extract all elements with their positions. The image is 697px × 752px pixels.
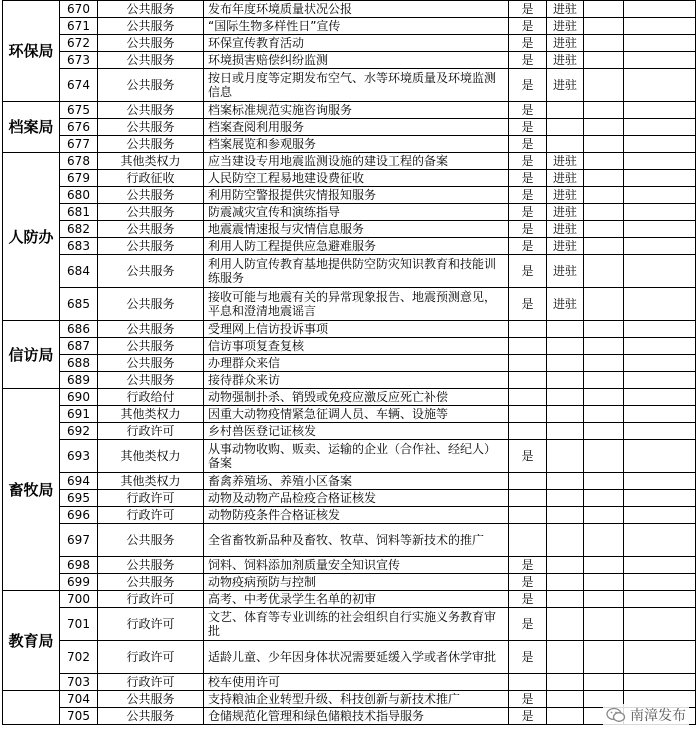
item-name: “国际生物多样性日”宣传: [204, 18, 509, 35]
table-row: [3, 170, 696, 187]
empty-cell: [624, 591, 696, 608]
item-name: 档案展览和参观服务: [204, 136, 509, 153]
table-row: [3, 238, 696, 255]
table-row: [3, 1, 696, 18]
empty-cell: [624, 153, 696, 170]
empty-cell: [584, 507, 624, 524]
item-flag: 是: [509, 708, 547, 725]
empty-cell: [624, 490, 696, 507]
empty-cell: [624, 406, 696, 423]
item-status: 进驻: [547, 187, 584, 204]
table-row: [3, 204, 696, 221]
item-number: 676: [60, 119, 98, 136]
item-status: [547, 490, 584, 507]
item-number: 693: [60, 440, 98, 473]
empty-cell: [584, 255, 624, 288]
item-flag: 是: [509, 52, 547, 69]
item-status: [547, 473, 584, 490]
item-flag: 是: [509, 1, 547, 18]
item-category: 公共服务: [98, 288, 204, 321]
empty-cell: [584, 524, 624, 557]
table-row: [3, 389, 696, 406]
empty-cell: [624, 524, 696, 557]
item-number: 680: [60, 187, 98, 204]
table-row: [3, 18, 696, 35]
item-category: 公共服务: [98, 338, 204, 355]
item-name: 环保宣传教育活动: [204, 35, 509, 52]
department-cell: 信访局: [3, 321, 60, 389]
empty-cell: [584, 440, 624, 473]
empty-cell: [584, 473, 624, 490]
item-category: 公共服务: [98, 35, 204, 52]
item-flag: [509, 423, 547, 440]
item-category: 公共服务: [98, 69, 204, 102]
empty-cell: [584, 153, 624, 170]
item-category: 行政许可: [98, 608, 204, 641]
item-status: [547, 355, 584, 372]
item-flag: [509, 372, 547, 389]
item-category: 公共服务: [98, 119, 204, 136]
table-row: [3, 440, 696, 473]
item-status: [547, 389, 584, 406]
item-flag: 是: [509, 238, 547, 255]
item-number: 699: [60, 574, 98, 591]
item-number: 703: [60, 674, 98, 691]
item-category: 行政许可: [98, 591, 204, 608]
item-name: 应当建设专用地震监测设施的建设工程的备案: [204, 153, 509, 170]
item-flag: 是: [509, 221, 547, 238]
item-number: 672: [60, 35, 98, 52]
empty-cell: [584, 355, 624, 372]
table-row: [3, 187, 696, 204]
item-category: 行政许可: [98, 507, 204, 524]
empty-cell: [624, 355, 696, 372]
item-category: 行政给付: [98, 389, 204, 406]
table-row: [3, 608, 696, 641]
item-category: 其他类权力: [98, 406, 204, 423]
table-row: [3, 674, 696, 691]
watermark: [603, 704, 689, 726]
item-category: 公共服务: [98, 574, 204, 591]
empty-cell: [584, 136, 624, 153]
empty-cell: [584, 574, 624, 591]
item-number: 695: [60, 490, 98, 507]
item-name: 人民防空工程易地建设费征收: [204, 170, 509, 187]
empty-cell: [624, 473, 696, 490]
item-flag: 是: [509, 608, 547, 641]
item-number: 696: [60, 507, 98, 524]
table-row: [3, 153, 696, 170]
department-cell: [3, 691, 60, 725]
item-number: 687: [60, 338, 98, 355]
table-row: [3, 574, 696, 591]
item-category: 公共服务: [98, 1, 204, 18]
empty-cell: [624, 204, 696, 221]
item-number: 689: [60, 372, 98, 389]
item-status: 进驻: [547, 170, 584, 187]
table-row: [3, 507, 696, 524]
empty-cell: [584, 321, 624, 338]
empty-cell: [584, 338, 624, 355]
item-category: 公共服务: [98, 102, 204, 119]
empty-cell: [584, 69, 624, 102]
item-name: 因重大动物疫情紧急征调人员、车辆、设施等: [204, 406, 509, 423]
empty-cell: [584, 187, 624, 204]
item-category: 公共服务: [98, 221, 204, 238]
item-number: 673: [60, 52, 98, 69]
empty-cell: [624, 674, 696, 691]
item-number: 679: [60, 170, 98, 187]
empty-cell: [584, 288, 624, 321]
item-flag: 是: [509, 574, 547, 591]
item-name: 利用人防工程提供应急避难服务: [204, 238, 509, 255]
table-row: [3, 524, 696, 557]
department-cell: 人防办: [3, 153, 60, 321]
empty-cell: [624, 574, 696, 591]
empty-cell: [624, 170, 696, 187]
item-category: 公共服务: [98, 372, 204, 389]
empty-cell: [584, 641, 624, 674]
department-cell: 教育局: [3, 591, 60, 691]
empty-cell: [584, 238, 624, 255]
item-number: 682: [60, 221, 98, 238]
item-name: 防震减灾宣传和演练指导: [204, 204, 509, 221]
table-body: [3, 1, 696, 725]
item-category: 公共服务: [98, 691, 204, 708]
item-flag: 是: [509, 153, 547, 170]
item-name: 全省畜牧新品种及畜牧、牧草、饲料等新技术的推广: [204, 524, 509, 557]
table-row: [3, 255, 696, 288]
empty-cell: [624, 389, 696, 406]
item-name: 高考、中考优录学生名单的初审: [204, 591, 509, 608]
table-row: [3, 35, 696, 52]
item-flag: 是: [509, 691, 547, 708]
item-number: 675: [60, 102, 98, 119]
table-row: [3, 355, 696, 372]
item-status: [547, 608, 584, 641]
item-name: 地震震情速报与灾情信息服务: [204, 221, 509, 238]
item-status: 进驻: [547, 69, 584, 102]
table-row: [3, 338, 696, 355]
empty-cell: [584, 119, 624, 136]
item-category: 公共服务: [98, 524, 204, 557]
item-flag: [509, 674, 547, 691]
item-number: 702: [60, 641, 98, 674]
item-name: 按日或月度等定期发布空气、水等环境质量及环境监测信息: [204, 69, 509, 102]
empty-cell: [624, 18, 696, 35]
item-flag: 是: [509, 591, 547, 608]
empty-cell: [584, 608, 624, 641]
item-name: 发布年度环境质量状况公报: [204, 1, 509, 18]
empty-cell: [584, 221, 624, 238]
item-flag: [509, 473, 547, 490]
item-number: 700: [60, 591, 98, 608]
item-status: [547, 574, 584, 591]
item-status: 进驻: [547, 238, 584, 255]
item-flag: 是: [509, 440, 547, 473]
item-number: 690: [60, 389, 98, 406]
item-number: 670: [60, 1, 98, 18]
item-category: 其他类权力: [98, 440, 204, 473]
empty-cell: [584, 557, 624, 574]
empty-cell: [624, 1, 696, 18]
item-category: 行政许可: [98, 674, 204, 691]
empty-cell: [624, 423, 696, 440]
empty-cell: [624, 641, 696, 674]
item-category: 公共服务: [98, 204, 204, 221]
item-number: 705: [60, 708, 98, 725]
item-flag: 是: [509, 187, 547, 204]
item-name: 饲料、饲料添加剂质量安全知识宣传: [204, 557, 509, 574]
item-flag: [509, 490, 547, 507]
item-category: 行政征收: [98, 170, 204, 187]
item-status: [547, 691, 584, 708]
item-name: 受理网上信访投诉事项: [204, 321, 509, 338]
item-flag: 是: [509, 18, 547, 35]
empty-cell: [624, 69, 696, 102]
empty-cell: [584, 406, 624, 423]
empty-cell: [584, 490, 624, 507]
item-number: 684: [60, 255, 98, 288]
empty-cell: [584, 591, 624, 608]
empty-cell: [624, 372, 696, 389]
item-name: 利用人防宣传教育基地提供防空防灾知识教育和技能训练服务: [204, 255, 509, 288]
item-name: 仓储规范化管理和绿色储粮技术指导服务: [204, 708, 509, 725]
item-category: 公共服务: [98, 187, 204, 204]
item-category: 公共服务: [98, 557, 204, 574]
empty-cell: [624, 102, 696, 119]
empty-cell: [584, 389, 624, 406]
item-status: [547, 524, 584, 557]
item-name: 适龄儿童、少年因身体状况需要延缓入学或者休学审批: [204, 641, 509, 674]
wechat-icon: [606, 707, 626, 723]
item-number: 671: [60, 18, 98, 35]
item-name: 档案标准规范实施咨询服务: [204, 102, 509, 119]
item-flag: [509, 355, 547, 372]
item-category: 行政许可: [98, 490, 204, 507]
empty-cell: [624, 507, 696, 524]
item-status: [547, 136, 584, 153]
item-status: [547, 406, 584, 423]
item-name: 信访事项复查复核: [204, 338, 509, 355]
department-cell: 档案局: [3, 102, 60, 153]
item-number: 691: [60, 406, 98, 423]
item-status: [547, 372, 584, 389]
empty-cell: [624, 338, 696, 355]
item-flag: 是: [509, 102, 547, 119]
empty-cell: [624, 187, 696, 204]
table-row: [3, 557, 696, 574]
item-status: [547, 440, 584, 473]
empty-cell: [624, 221, 696, 238]
item-number: 701: [60, 608, 98, 641]
item-name: 档案查阅利用服务: [204, 119, 509, 136]
item-status: 进驻: [547, 255, 584, 288]
item-number: 698: [60, 557, 98, 574]
item-category: 公共服务: [98, 18, 204, 35]
item-category: 公共服务: [98, 255, 204, 288]
item-flag: 是: [509, 641, 547, 674]
item-flag: [509, 389, 547, 406]
item-status: 进驻: [547, 153, 584, 170]
empty-cell: [584, 674, 624, 691]
table-row: [3, 641, 696, 674]
department-cell: 畜牧局: [3, 389, 60, 591]
table-row: [3, 591, 696, 608]
item-category: 行政许可: [98, 423, 204, 440]
item-flag: 是: [509, 204, 547, 221]
empty-cell: [624, 35, 696, 52]
table-row: [3, 102, 696, 119]
item-category: 公共服务: [98, 136, 204, 153]
item-flag: [509, 338, 547, 355]
item-category: 公共服务: [98, 238, 204, 255]
item-number: 688: [60, 355, 98, 372]
empty-cell: [584, 170, 624, 187]
table-row: [3, 288, 696, 321]
item-category: 公共服务: [98, 708, 204, 725]
item-name: 从事动物收购、贩卖、运输的企业（合作社、经纪人）备案: [204, 440, 509, 473]
item-category: 公共服务: [98, 355, 204, 372]
empty-cell: [624, 136, 696, 153]
item-name: 动物防疫条件合格证核发: [204, 507, 509, 524]
table-row: [3, 490, 696, 507]
empty-cell: [584, 204, 624, 221]
item-name: 环境损害赔偿纠纷监测: [204, 52, 509, 69]
item-name: 乡村兽医登记证核发: [204, 423, 509, 440]
item-status: [547, 423, 584, 440]
item-status: [547, 708, 584, 725]
table-row: [3, 423, 696, 440]
empty-cell: [624, 321, 696, 338]
item-category: 行政许可: [98, 641, 204, 674]
item-category: 其他类权力: [98, 153, 204, 170]
empty-cell: [624, 557, 696, 574]
item-flag: [509, 507, 547, 524]
empty-cell: [624, 608, 696, 641]
item-flag: 是: [509, 170, 547, 187]
table-row: [3, 119, 696, 136]
item-number: 677: [60, 136, 98, 153]
item-number: 704: [60, 691, 98, 708]
table-row: [3, 136, 696, 153]
item-name: 畜禽养殖场、养殖小区备案: [204, 473, 509, 490]
item-category: 其他类权力: [98, 473, 204, 490]
table-row: [3, 69, 696, 102]
item-number: 681: [60, 204, 98, 221]
empty-cell: [584, 102, 624, 119]
table-row: [3, 52, 696, 69]
item-number: 674: [60, 69, 98, 102]
item-flag: [509, 406, 547, 423]
item-status: [547, 119, 584, 136]
item-status: [547, 321, 584, 338]
item-flag: [509, 321, 547, 338]
item-status: 进驻: [547, 52, 584, 69]
item-flag: 是: [509, 69, 547, 102]
empty-cell: [624, 255, 696, 288]
item-flag: 是: [509, 255, 547, 288]
item-status: [547, 557, 584, 574]
item-flag: 是: [509, 136, 547, 153]
table-row: [3, 708, 696, 725]
item-status: [547, 507, 584, 524]
table-row: [3, 321, 696, 338]
item-name: 接收可能与地震有关的异常现象报告、地震预测意见，平息和澄清地震谣言: [204, 288, 509, 321]
item-number: 683: [60, 238, 98, 255]
item-status: [547, 674, 584, 691]
item-category: 公共服务: [98, 321, 204, 338]
item-name: 动物疫病预防与控制: [204, 574, 509, 591]
empty-cell: [624, 119, 696, 136]
table-row: [3, 473, 696, 490]
empty-cell: [584, 52, 624, 69]
item-flag: 是: [509, 35, 547, 52]
item-status: 进驻: [547, 204, 584, 221]
empty-cell: [584, 1, 624, 18]
item-flag: 是: [509, 557, 547, 574]
item-status: 进驻: [547, 35, 584, 52]
empty-cell: [584, 18, 624, 35]
table-row: [3, 406, 696, 423]
watermark-text: 南漳发布: [630, 708, 686, 724]
empty-cell: [584, 423, 624, 440]
item-name: 利用防空警报提供灾情报知服务: [204, 187, 509, 204]
table-row: [3, 691, 696, 708]
services-table: [2, 0, 696, 725]
item-name: 支持粮油企业转型升级、科技创新与新技术推广: [204, 691, 509, 708]
item-name: 校车使用许可: [204, 674, 509, 691]
item-name: 动物强制扑杀、销毁或免疫应激反应死亡补偿: [204, 389, 509, 406]
empty-cell: [584, 35, 624, 52]
item-number: 697: [60, 524, 98, 557]
item-flag: [509, 524, 547, 557]
item-status: [547, 591, 584, 608]
item-status: 进驻: [547, 288, 584, 321]
item-number: 694: [60, 473, 98, 490]
empty-cell: [584, 372, 624, 389]
item-status: [547, 338, 584, 355]
table-row: [3, 372, 696, 389]
item-name: 动物及动物产品检疫合格证核发: [204, 490, 509, 507]
item-flag: 是: [509, 288, 547, 321]
item-status: 进驻: [547, 1, 584, 18]
item-name: 接待群众来访: [204, 372, 509, 389]
item-number: 685: [60, 288, 98, 321]
item-category: 公共服务: [98, 52, 204, 69]
item-number: 686: [60, 321, 98, 338]
empty-cell: [624, 52, 696, 69]
empty-cell: [624, 440, 696, 473]
item-number: 678: [60, 153, 98, 170]
department-cell: 环保局: [3, 1, 60, 102]
item-flag: 是: [509, 119, 547, 136]
item-status: 进驻: [547, 221, 584, 238]
item-status: 进驻: [547, 18, 584, 35]
empty-cell: [624, 288, 696, 321]
table-row: [3, 221, 696, 238]
item-name: 办理群众来信: [204, 355, 509, 372]
empty-cell: [624, 238, 696, 255]
item-status: [547, 641, 584, 674]
item-status: [547, 102, 584, 119]
item-number: 692: [60, 423, 98, 440]
item-name: 文艺、体育等专业训练的社会组织自行实施义务教育审批: [204, 608, 509, 641]
